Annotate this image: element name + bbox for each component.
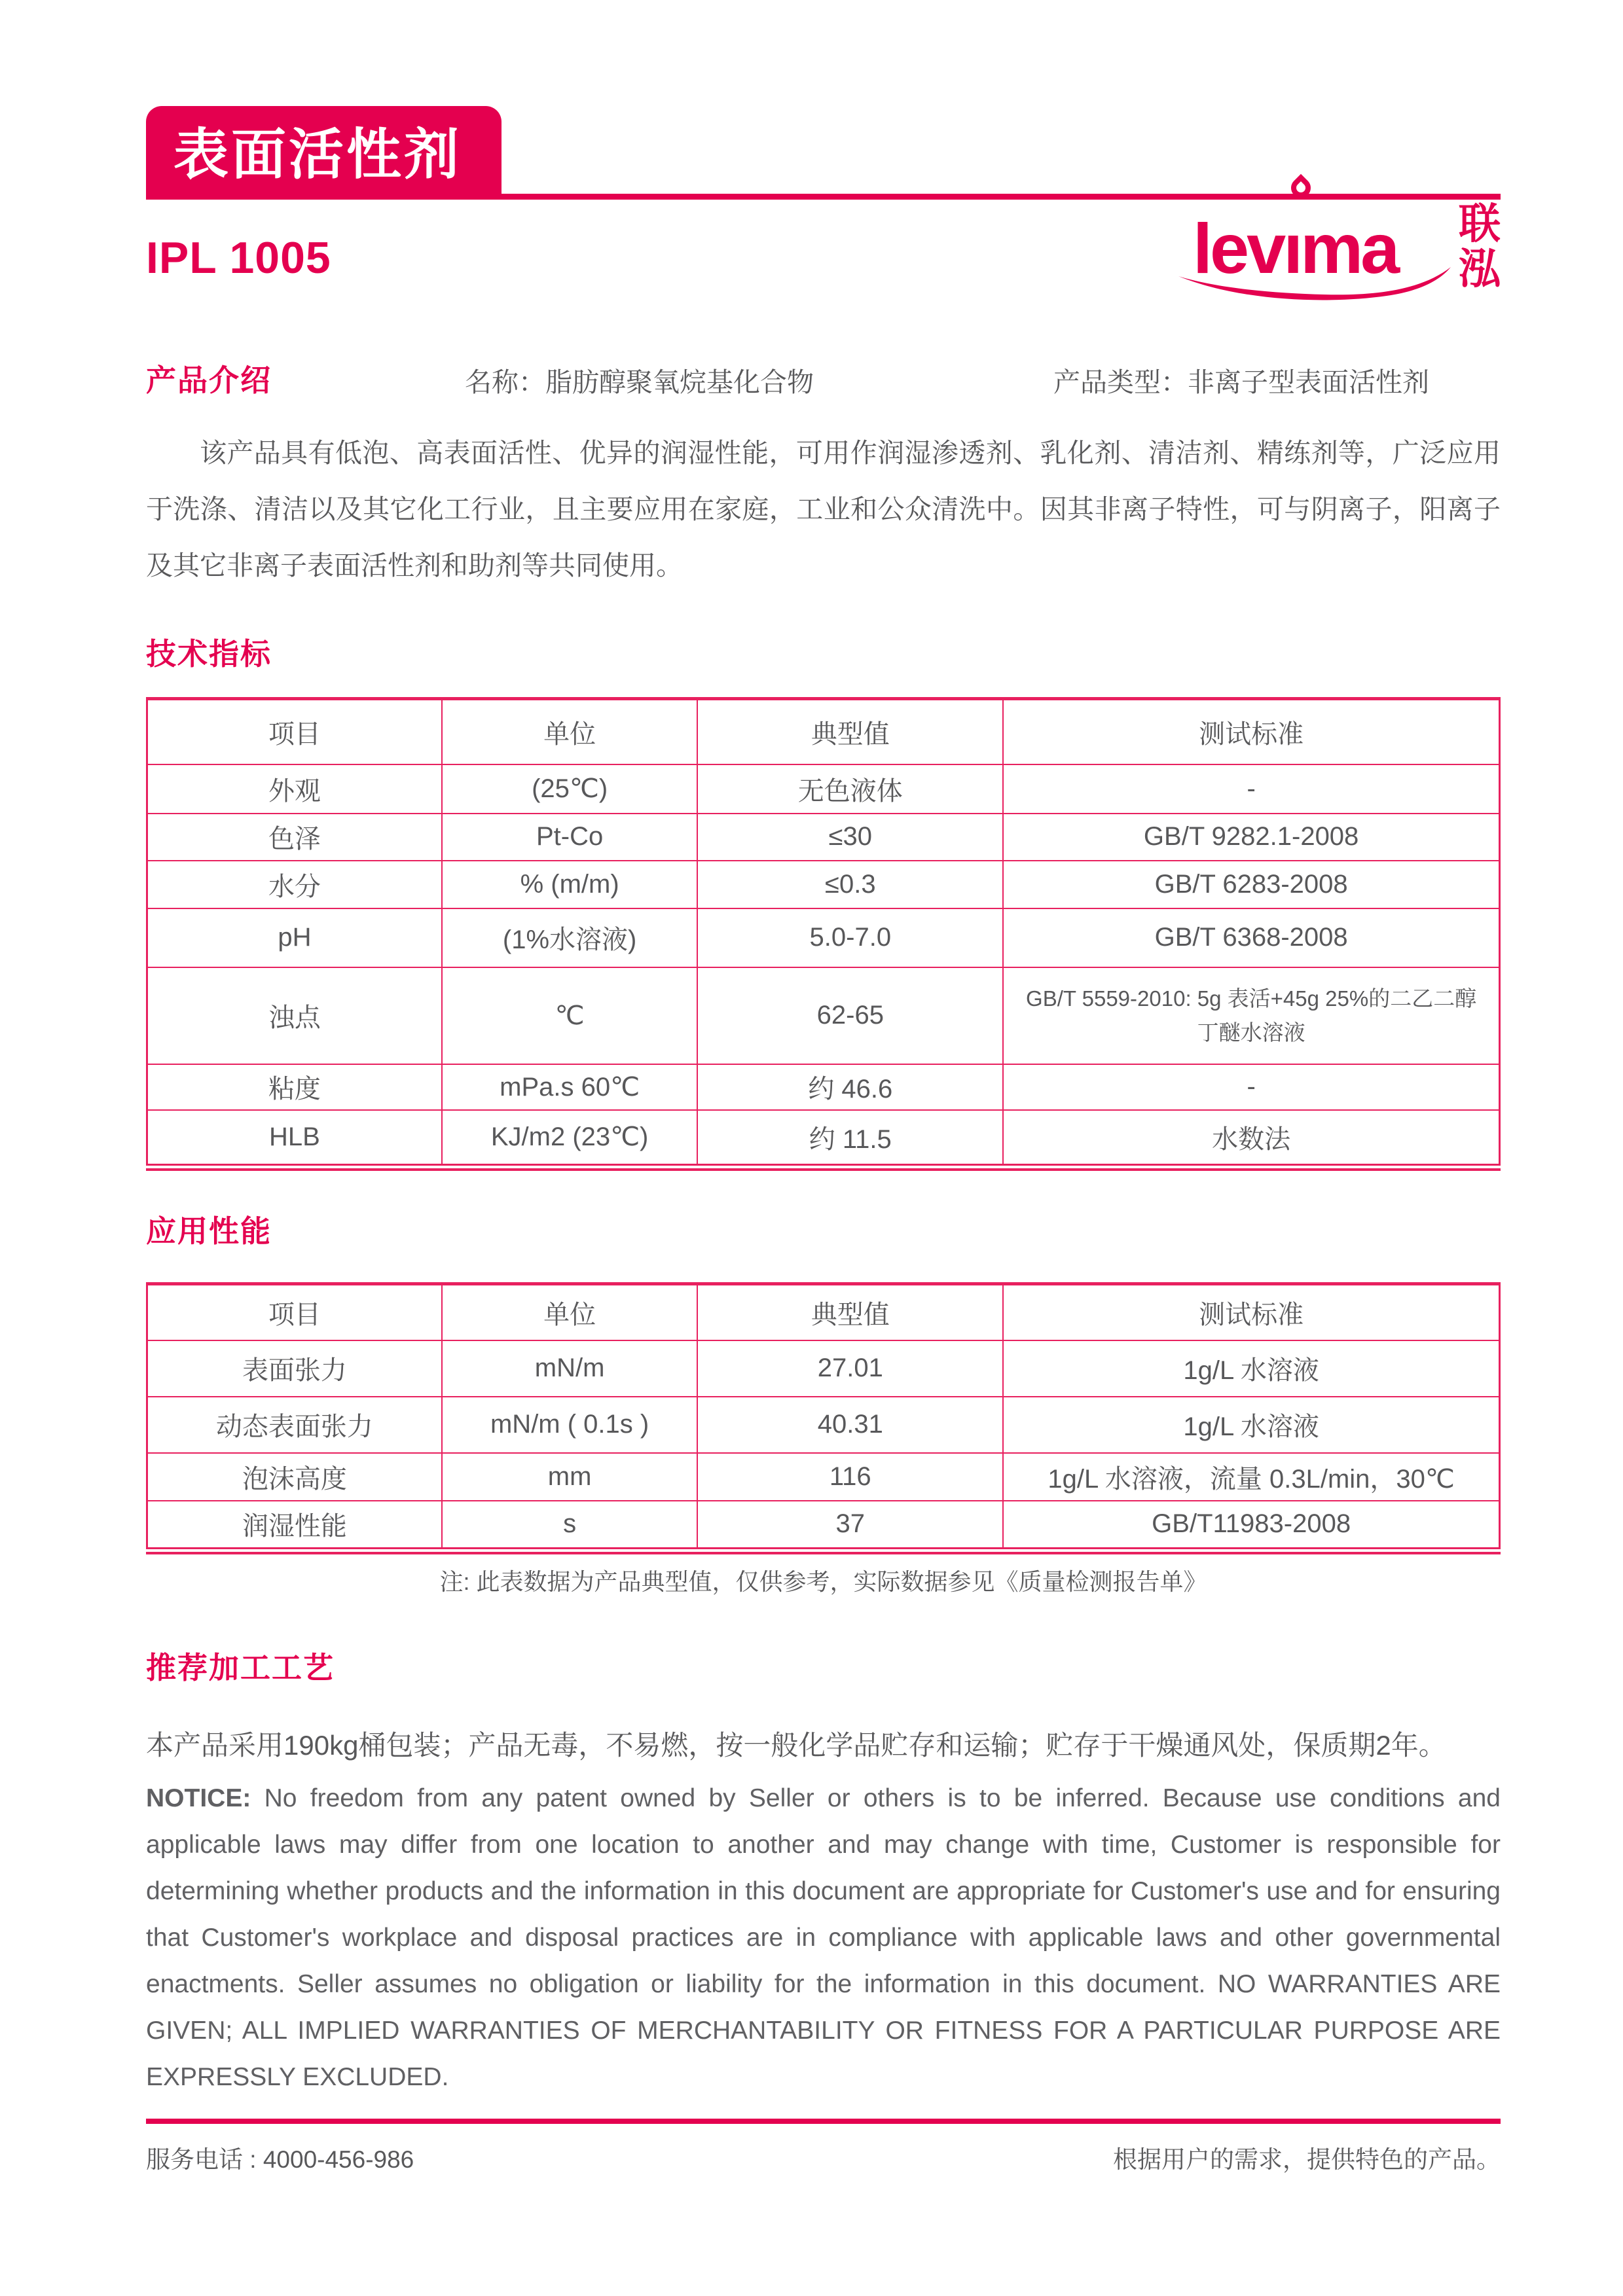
cell: 泡沫高度 <box>147 1453 442 1501</box>
table-row <box>147 908 1500 967</box>
col-header-typical: 典型值 <box>697 1284 1003 1340</box>
cell: GB/T 5559-2010: 5g 表活+45g 25%的二乙二醇丁醚水溶液 <box>1003 967 1499 1064</box>
section-heading-application: 应用性能 <box>146 1214 272 1248</box>
cell: GB/T 6283-2008 <box>1003 861 1499 908</box>
cell: 27.01 <box>697 1340 1003 1397</box>
col-header-standard: 测试标准 <box>1003 1284 1499 1340</box>
table-row <box>147 967 1500 1064</box>
footer-slogan: 根据用户的需求，提供特色的产品。 <box>1113 2146 1501 2173</box>
cell: 粘度 <box>147 1064 442 1110</box>
cell: ≤30 <box>697 814 1003 861</box>
notice-label: NOTICE: <box>146 1784 251 1812</box>
product-name: 名称：脂肪醇聚氧烷基化合物 <box>465 367 814 397</box>
col-header-unit: 单位 <box>442 1284 697 1340</box>
tech-specs-table <box>146 697 1501 1166</box>
category-banner-label: 表面活性剂 <box>173 123 462 185</box>
cell: 色泽 <box>147 814 442 861</box>
cjk-char-top: 联 <box>1459 200 1501 247</box>
section-heading-process: 推荐加工工艺 <box>146 1651 335 1685</box>
application-table <box>146 1282 1501 1549</box>
cell: 62-65 <box>697 967 1003 1064</box>
cell: - <box>1003 764 1499 814</box>
table-row <box>147 1501 1500 1549</box>
cell: % (m/m) <box>442 861 697 908</box>
water-drop-icon <box>1287 174 1315 202</box>
category-banner <box>146 106 501 194</box>
cell: mN/m ( 0.1s ) <box>442 1397 697 1453</box>
service-phone: 服务电话 : 4000-456-986 <box>146 2146 414 2173</box>
section-heading-tech-specs: 技术指标 <box>146 637 272 671</box>
table-row <box>147 861 1500 908</box>
cell: 表面张力 <box>147 1340 442 1397</box>
cell: 动态表面张力 <box>147 1397 442 1453</box>
col-header-item: 项目 <box>147 699 442 764</box>
cell: 1g/L 水溶液 <box>1003 1397 1499 1453</box>
cell: 5.0-7.0 <box>697 908 1003 967</box>
cell: - <box>1003 1064 1499 1110</box>
table-header-row <box>147 699 1500 764</box>
cell: 37 <box>697 1501 1003 1549</box>
table-row <box>147 1453 1500 1501</box>
cell: GB/T11983-2008 <box>1003 1501 1499 1549</box>
cell: HLB <box>147 1110 442 1165</box>
notice-body: No freedom from any patent owned by Seller or others is to be inferred. Because use conditions and applicable laws may differ from one location to another and may change with time, Customer is responsible for determining whether products and the information in this document are appropriate for Customer's use and for ensuring that Customer's workplace and disposal practices are in compliance with applicable laws and other governmental enactments. Seller assumes no obligation or liability for the information in this document. NO WARRANTIES ARE GIVEN; ALL IMPLIED WARRANTIES OF MERCHANTABILITY OR FITNESS FOR A PARTICULAR PURPOSE ARE EXPRESSLY EXCLUDED. <box>146 1784 1501 2091</box>
cell: 116 <box>697 1453 1003 1501</box>
cell: 浊点 <box>147 967 442 1064</box>
cell: 水分 <box>147 861 442 908</box>
col-header-unit: 单位 <box>442 699 697 764</box>
table-row <box>147 1340 1500 1397</box>
cell: 外观 <box>147 764 442 814</box>
page-title: IPL 1005 <box>146 233 331 283</box>
cell: 1g/L 水溶液，流量 0.3L/min，30℃ <box>1003 1453 1499 1501</box>
cell: ℃ <box>442 967 697 1064</box>
product-type: 产品类型：非离子型表面活性剂 <box>1053 367 1429 397</box>
table-row <box>147 764 1500 814</box>
packaging-statement: 本产品采用190kg桶包装；产品无毒，不易燃，按一般化学品贮存和运输；贮存于干燥通风处，保质期2年。 <box>146 1730 1446 1761</box>
cell: (1%水溶液) <box>442 908 697 967</box>
cell: (25℃) <box>442 764 697 814</box>
cjk-char-bottom: 泓 <box>1459 245 1501 293</box>
cell: 约 46.6 <box>697 1064 1003 1110</box>
cell: 水数法 <box>1003 1110 1499 1165</box>
cell: 1g/L 水溶液 <box>1003 1340 1499 1397</box>
product-description: 该产品具有低泡、高表面活性、优异的润湿性能，可用作润湿渗透剂、乳化剂、清洁剂、精练剂等，广泛应用于洗涤、清洁以及其它化工行业，且主要应用在家庭，工业和公众清洗中。因其非离子特性，可与阴离子，阳离子及其它非离子表面活性剂和助剂等共同使用。 <box>146 438 1501 581</box>
cell: s <box>442 1501 697 1549</box>
cell: mN/m <box>442 1340 697 1397</box>
cell: pH <box>147 908 442 967</box>
col-header-standard: 测试标准 <box>1003 699 1499 764</box>
table-footnote: 注: 此表数据为产品典型值，仅供参考，实际数据参见《质量检测报告单》 <box>439 1568 1207 1595</box>
table-header-row <box>147 1284 1500 1340</box>
table-row <box>147 1397 1500 1453</box>
cell: GB/T 9282.1-2008 <box>1003 814 1499 861</box>
cell: 40.31 <box>697 1397 1003 1453</box>
product-intro-row <box>146 357 1501 399</box>
application-table-wrap <box>146 1282 1501 1554</box>
col-header-typical: 典型值 <box>697 699 1003 764</box>
cell: mPa.s 60℃ <box>442 1064 697 1110</box>
section-heading-intro: 产品介绍 <box>146 363 272 397</box>
levima-logo <box>1193 195 1501 306</box>
cell: 润湿性能 <box>147 1501 442 1549</box>
table-row <box>147 1064 1500 1110</box>
page-footer <box>146 2140 1501 2175</box>
tech-specs-table-wrap <box>146 697 1501 1171</box>
cell: KJ/m2 (23℃) <box>442 1110 697 1165</box>
cell: Pt-Co <box>442 814 697 861</box>
legal-notice <box>146 1775 1501 2100</box>
cell: GB/T 6368-2008 <box>1003 908 1499 967</box>
table-row <box>147 1110 1500 1165</box>
cell: mm <box>442 1453 697 1501</box>
cell: ≤0.3 <box>697 861 1003 908</box>
cell: 无色液体 <box>697 764 1003 814</box>
levima-wordmark: levıma <box>1193 209 1398 288</box>
footer-divider <box>146 2119 1501 2124</box>
col-header-item: 项目 <box>147 1284 442 1340</box>
cell: 约 11.5 <box>697 1110 1003 1165</box>
levima-cjk-characters <box>1459 202 1501 292</box>
table-row <box>147 814 1500 861</box>
swoosh-icon <box>1177 263 1452 306</box>
